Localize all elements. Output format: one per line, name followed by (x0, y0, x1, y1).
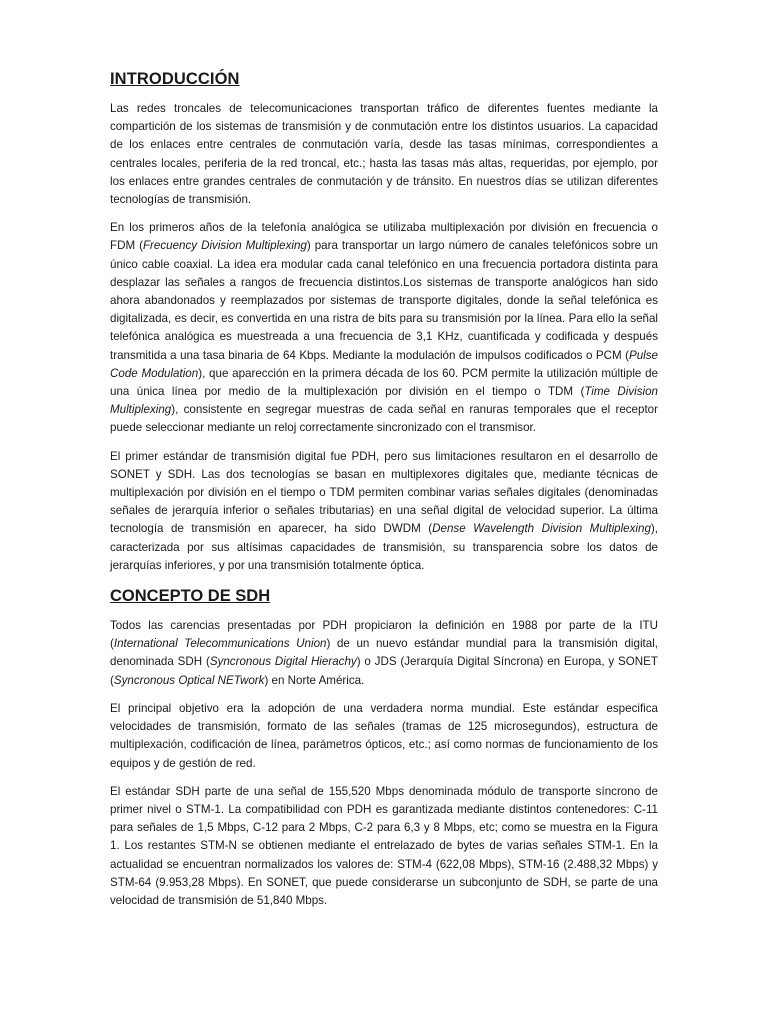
text-run: En los primeros años de la telefonía analógica se utilizaba multiplexación por división en frecuencia o FDM ( (110, 221, 658, 253)
italic-term: Pulse Code Modulation (110, 348, 658, 380)
italic-term: International Telecommunications Union (113, 637, 327, 651)
italic-term: Frecuency Division Multiplexing (142, 239, 307, 253)
italic-term: Syncronous Optical NETwork (113, 673, 265, 687)
section-heading: CONCEPTO DE SDH (110, 587, 271, 606)
paragraph (110, 700, 658, 773)
text-run: Todos las carencias presentadas por PDH propiciaron la definición en 1988 por parte de la ITU ( (110, 619, 658, 651)
text-run: El primer estándar de transmisión digital fue PDH, pero sus limitaciones resultaron en el desarrollo de SONET y SDH. Las dos tecnologías se basan en multiplexores digitales que, mediante técnicas de multiplexación por división en el tiempo o TDM permiten combinar varias señales digitales (denominadas señales de jerarquía inferior o señales tributarias) en una señal digital de velocidad superior. La última tecnología de transmisión en aparecer, ha sido DWDM ( (110, 449, 658, 536)
section-introduccion (110, 68, 658, 575)
paragraph (110, 448, 658, 575)
text-run: ) en Norte América. (264, 673, 365, 687)
text-run: ) de un nuevo estándar mundial para la transmisión digital, denominada SDH ( (110, 637, 658, 669)
text-run: Las redes troncales de telecomunicaciones transportan tráfico de diferentes fuentes mediante la compartición de los sistemas de transmisión y de conmutación entre los distintos usuarios. La capacidad de los enlaces entre centrales de conmutación varía, desde las tasas mínimas, correspondientes a centrales locales, periferia de la red troncal, etc.; hasta las tasas más altas, requeridas, por ejemplo, por los enlaces entre grandes centrales de conmutación y de tránsito. En nuestros días se utilizan diferentes tecnologías de transmisión. (110, 102, 658, 207)
text-run: ) o JDS (Jerarquía Digital Síncrona) en Europa, y SONET ( (110, 655, 658, 687)
italic-term: Syncronous Digital Hierachy (209, 655, 357, 669)
text-run: ) para transportar un largo número de canales telefónicos sobre un único cable coaxial. La idea era modular cada canal telefónico en una frecuencia portadora distinta para desplazar las señales a rangos de frecuencia distintos.Los sistemas de transporte analógicos han sido ahora abandonados y reemplazados por sistemas de transporte digitales, donde la señal telefónica es digitalizada, es decir, es convertida en una ristra de bits para su transmisión por la línea. Para ello la señal telefónica analógica es muestreada a una frecuencia de 3,1 KHz, cuantificada y codificada y después transmitida a una tasa binaria de 64 Kbps. Mediante la modulación de impulsos codificados o PCM ( (110, 239, 658, 362)
text-run: El principal objetivo era la adopción de una verdadera norma mundial. Este estándar especifica velocidades de transmisión, formato de las señales (tramas de 125 microsegundos), estructura de multiplexación, codificación de línea, parámetros ópticos, etc.; así como normas de funcionamiento de los equipos y de gestión de red. (110, 701, 658, 770)
paragraph (110, 219, 658, 437)
paragraph (110, 617, 658, 690)
paragraph (110, 783, 658, 910)
text-run: ), que aparección en la primera década de los 60. PCM permite la utilización múltiple de una única línea por medio de la multiplexación por división en el tiempo o TDM ( (110, 366, 659, 399)
text-run: ), caracterizada por sus altísimas capacidades de transmisión, su transparencia sobre los datos de jerarquías inferiores, y por una transmisión totalmente óptica. (110, 522, 658, 572)
text-run: El estándar SDH parte de una señal de 155,520 Mbps denominada módulo de transporte síncrono de primer nivel o STM-1. La compatibilidad con PDH es garantizada mediante distintos contenedores: C-11 para señales de 1,5 Mbps, C-12 para 2 Mbps, C-2 para 6,3 y 8 Mbps, etc; como se muestra en la Figura 1. Los restantes STM-N se obtienen mediante el entrelazado de bytes de varias señales STM-1. En la actualidad se encuentran normalizados los valores de: STM-4 (622,08 Mbps), STM-16 (2.488,32 Mbps) y STM-64 (9.953,28 Mbps). En SONET, que puede considerarse un subconjunto de SDH, se parte de una velocidad de transmisión de 51,840 Mbps. (110, 784, 658, 907)
italic-term: Dense Wavelength Division Multiplexing (432, 522, 651, 536)
italic-term: Time Division Multiplexing (110, 385, 658, 417)
section-heading: INTRODUCCIÓN (110, 70, 240, 88)
section-concepto-sdh (110, 585, 658, 910)
text-run: ), consistente en segregar muestras de cada señal en ranuras temporales que el receptor puede seleccionar mediante un reloj correctamente sincronizado con el transmisor. (110, 403, 658, 435)
paragraph (110, 100, 658, 209)
